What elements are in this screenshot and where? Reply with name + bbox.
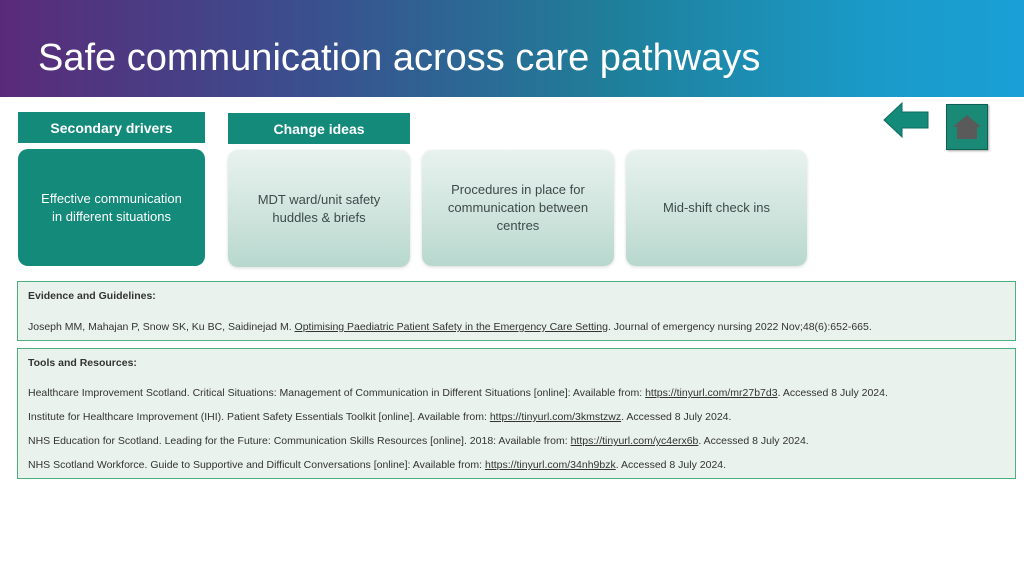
header-banner bbox=[0, 0, 1024, 97]
reference-text: . Accessed 8 July 2024. bbox=[777, 387, 888, 399]
tools-reference bbox=[28, 411, 731, 423]
home-button[interactable] bbox=[946, 104, 988, 150]
tools-reference bbox=[28, 387, 888, 399]
reference-link[interactable]: https://tinyurl.com/mr27b7d3 bbox=[645, 387, 778, 399]
page-title: Safe communication across care pathways bbox=[38, 37, 761, 79]
change-idea-line: Procedures in place for bbox=[451, 182, 585, 197]
change-idea-card bbox=[422, 150, 614, 266]
change-idea-line: huddles & briefs bbox=[272, 209, 366, 225]
reference-link[interactable]: https://tinyurl.com/yc4erx6b bbox=[570, 435, 699, 447]
tools-reference bbox=[28, 459, 726, 471]
reference-text: NHS Scotland Workforce. Guide to Supportive and Difficult Conversations [online]: Available from: bbox=[28, 459, 485, 471]
reference-text: Institute for Healthcare Improvement (IHI). Patient Safety Essentials Toolkit [online]. Available from: bbox=[28, 411, 490, 423]
reference-text: . Accessed 8 July 2024. bbox=[698, 435, 809, 447]
change-idea-line: centres bbox=[496, 218, 540, 233]
driver-card bbox=[18, 149, 205, 266]
reference-text: Joseph MM, Mahajan P, Snow SK, Ku BC, Saidinejad M. bbox=[28, 321, 295, 333]
change-idea-card bbox=[228, 150, 410, 267]
reference-text: NHS Education for Scotland. Leading for the Future: Communication Skills Resources [online]. 2018: Available from: bbox=[28, 435, 571, 447]
evidence-panel bbox=[17, 281, 1016, 341]
reference-text: . Accessed 8 July 2024. bbox=[621, 411, 732, 423]
home-icon bbox=[952, 113, 982, 141]
driver-card-line: Effective communication bbox=[41, 190, 182, 206]
reference-text: . Accessed 8 July 2024. bbox=[615, 459, 727, 471]
change-idea-line: MDT ward/unit safety bbox=[257, 191, 381, 207]
left-arrow-icon bbox=[882, 100, 930, 140]
tab-change-ideas: Change ideas bbox=[228, 113, 410, 144]
evidence-heading: Evidence and Guidelines: bbox=[28, 290, 156, 302]
change-idea-line: communication between bbox=[447, 200, 589, 215]
reference-link[interactable]: https://tinyurl.com/3kmstzwz bbox=[489, 411, 622, 423]
reference-text: Healthcare Improvement Scotland. Critical Situations: Management of Communication in Different Situations [online]: Available from: bbox=[28, 387, 646, 399]
tools-reference bbox=[28, 435, 809, 447]
change-idea-line: Mid-shift check ins bbox=[663, 200, 770, 215]
reference-link[interactable]: https://tinyurl.com/34nh9bzk bbox=[484, 459, 616, 471]
tab-secondary-drivers: Secondary drivers bbox=[18, 112, 205, 143]
evidence-reference bbox=[28, 321, 872, 333]
driver-card-line: in different situations bbox=[51, 208, 171, 224]
tools-panel bbox=[17, 348, 1016, 479]
reference-link[interactable]: Optimising Paediatric Patient Safety in the Emergency Care Setting bbox=[294, 321, 608, 333]
reference-text: . Journal of emergency nursing 2022 Nov;48(6):652-665. bbox=[607, 321, 872, 333]
back-button[interactable] bbox=[882, 100, 930, 140]
change-idea-card bbox=[626, 150, 807, 266]
tools-heading: Tools and Resources: bbox=[28, 357, 137, 369]
